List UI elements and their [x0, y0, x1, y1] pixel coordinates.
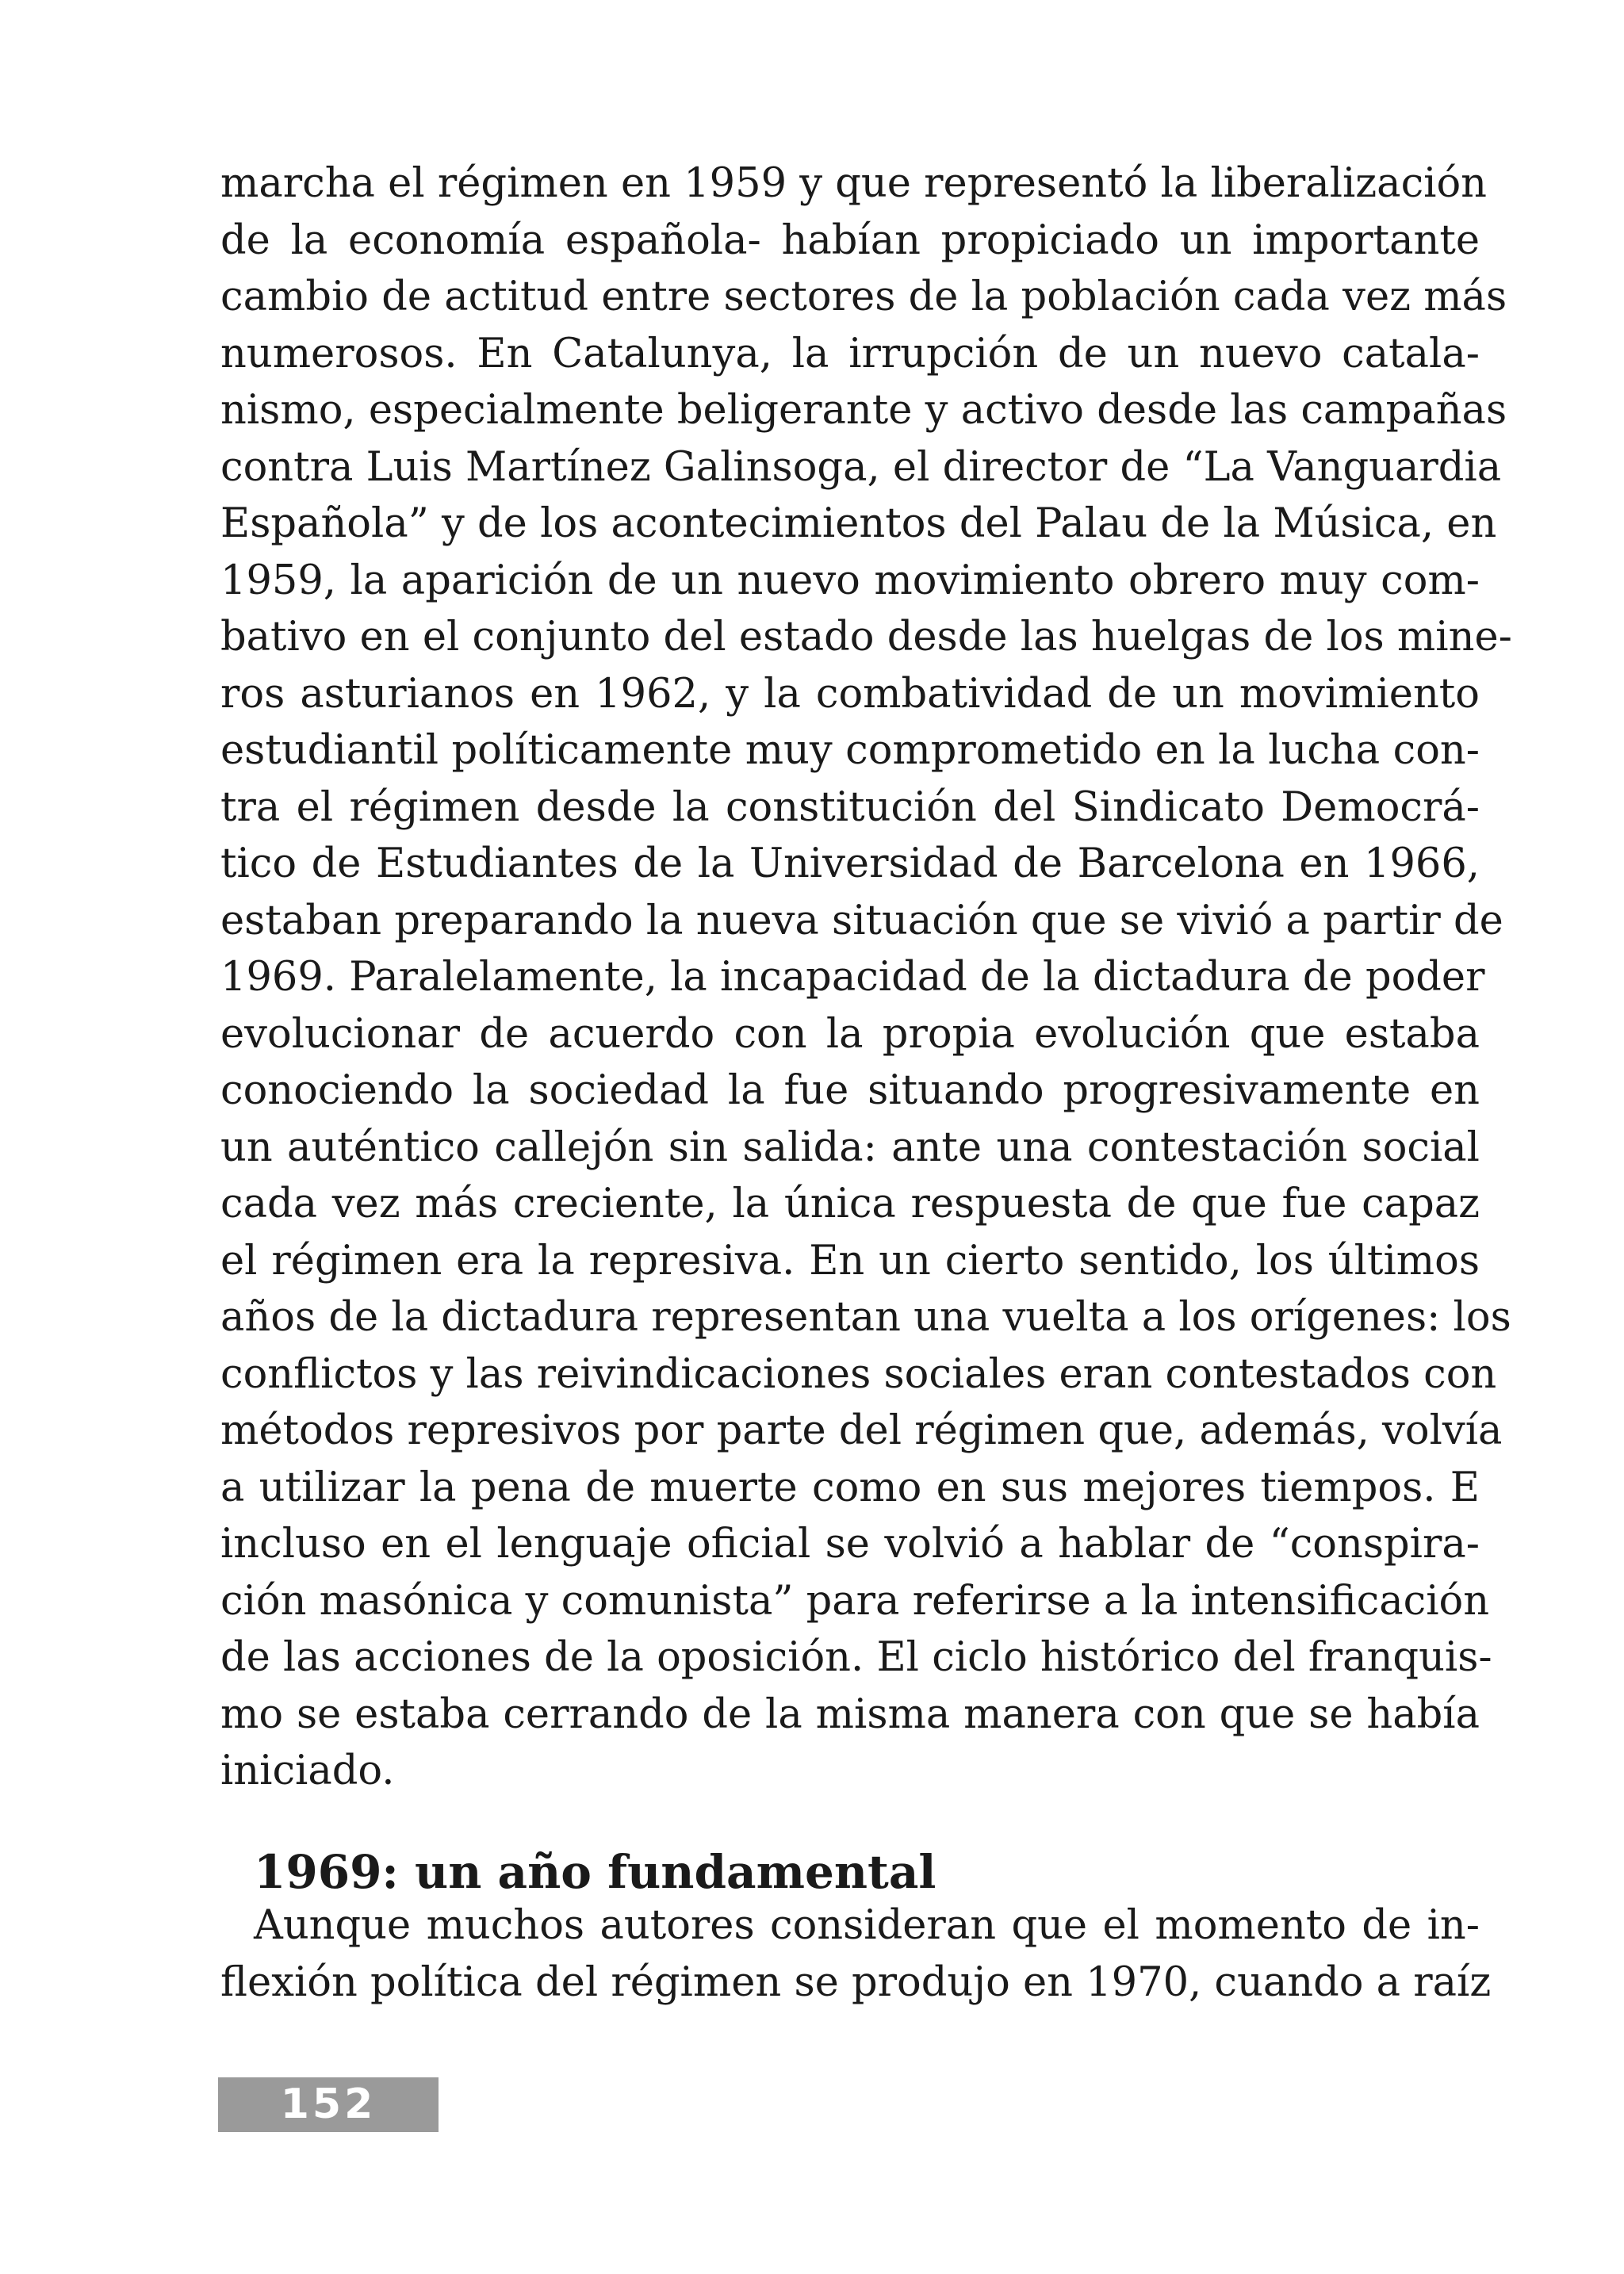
text-line: un auténtico callejón sin salida: ante una contestación social [220, 1124, 1480, 1171]
text-line: métodos represivos por parte del régimen que, además, volvía [220, 1407, 1503, 1454]
text-line: cada vez más creciente, la única respuesta de que fue capaz [220, 1181, 1480, 1227]
text-line: estudiantil políticamente muy comprometido en la lucha con- [220, 727, 1480, 774]
text-line: flexión política del régimen se produjo en 1970, cuando a raíz [220, 1958, 1492, 2006]
text-line: de las acciones de la oposición. El ciclo histórico del franquis- [220, 1634, 1492, 1681]
text-line: bativo en el conjunto del estado desde las huelgas de los mine- [220, 614, 1512, 660]
text-line: estaban preparando la nueva situación que se vivió a partir de [220, 897, 1503, 944]
page-number-box [218, 2077, 439, 2132]
text-line: conociendo la sociedad la fue situando progresivamente en [220, 1067, 1480, 1114]
page-content [220, 155, 1512, 2006]
text-line: ros asturianos en 1962, y la combatividad de un movimiento [220, 670, 1480, 718]
text-line: marcha el régimen en 1959 y que representó la liberalización [220, 160, 1488, 207]
text-line: evolucionar de acuerdo con la propia evolución que estaba [220, 1010, 1480, 1058]
text-line: numerosos. En Catalunya, la irrupción de un nuevo catala- [220, 330, 1480, 377]
text-line: 1959, la aparición de un nuevo movimiento obrero muy com- [220, 557, 1480, 604]
text-line: cambio de actitud entre sectores de la población cada vez más [220, 274, 1507, 320]
section-heading: 1969: un año fundamental [254, 1845, 936, 1899]
text-line: iniciado. [220, 1748, 395, 1794]
text-line: Española” y de los acontecimientos del Palau de la Música, en [220, 500, 1497, 547]
page-number: 152 [280, 2081, 377, 2128]
text-line: 1969. Paralelamente, la incapacidad de la dictadura de poder [220, 954, 1485, 1001]
section-paragraph [220, 1897, 1492, 2011]
text-line: de la economía española- habían propiciado un importante [220, 216, 1480, 264]
text-line: años de la dictadura representan una vuelta a los orígenes: los [220, 1294, 1511, 1341]
text-line: ción masónica y comunista” para referirse a la intensificación [220, 1577, 1490, 1625]
text-line: nismo, especialmente beligerante y activo desde las campañas [220, 387, 1507, 434]
text-line: el régimen era la represiva. En un cierto sentido, los últimos [220, 1237, 1480, 1284]
text-line: a utilizar la pena de muerte como en sus mejores tiempos. E [220, 1464, 1480, 1511]
text-line: contra Luis Martínez Galinsoga, el director de “La Vanguardia [220, 443, 1502, 491]
text-line: Aunque muchos autores consideran que el momento de in- [254, 1902, 1480, 1949]
body-paragraph [220, 155, 1512, 1800]
text-line: conflictos y las reivindicaciones sociales eran contestados con [220, 1350, 1497, 1398]
text-line: tico de Estudiantes de la Universidad de Barcelona en 1966, [220, 840, 1480, 887]
text-line: incluso en el lenguaje oficial se volvió a hablar de “conspira- [220, 1521, 1480, 1568]
text-line: mo se estaba cerrando de la misma manera con que se había [220, 1690, 1480, 1738]
text-line: tra el régimen desde la constitución del Sindicato Democrá- [220, 783, 1480, 831]
